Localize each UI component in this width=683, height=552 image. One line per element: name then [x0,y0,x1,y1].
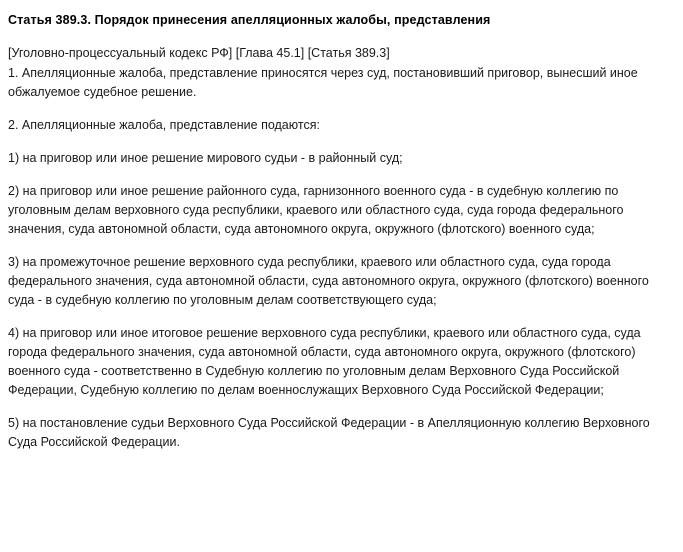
page-title: Статья 389.3. Порядок принесения апелляционных жалобы, представления [8,13,491,27]
paragraph-2-item-5: 5) на постановление судьи Верховного Суда Российской Федерации - в Апелляционную коллегию Верховного Суда Российской Федерации. [8,415,650,449]
paragraph-2-item-4: 4) на приговор или иное итоговое решение верховного суда республики, краевого или областного суда, суда города федерального значения, суда автономной области, суда автономного округа, окружного (флотского) военного суда - соответственно в Судебную коллегию по уголовным делам Верховного Суда Российской Федерации, Судебную коллегию по делам военнослужащих Верховного Суда Российской Федерации; [8,325,641,397]
paragraph-2-item-1: 1) на приговор или иное решение мирового судьи - в районный суд; [8,150,403,165]
paragraph-2-item-2: 2) на приговор или иное решение районного суда, гарнизонного военного суда - в судебную коллегию по уголовным делам верховного суда республики, краевого или областного суда, суда города федерального значения, суда автономной области, суда автономного округа, окружного (флотского) военного суда; [8,183,624,236]
paragraph-2-item-3: 3) на промежуточное решение верховного суда республики, краевого или областного суда, суда города федерального значения, суда автономной области, суда автономного округа, окружного (флотского) военного суда - в судебную коллегию по уголовным делам соответствующего суда; [8,254,649,307]
paragraph-1: 1. Апелляционные жалоба, представление приносятся через суд, постановивший приговор, вынесший иное обжалуемое судебное решение. [8,65,638,99]
paragraph-2: 2. Апелляционные жалоба, представление подаются: [8,117,320,132]
document-source-reference: [Уголовно-процессуальный кодекс РФ] [Глава 45.1] [Статья 389.3] [8,45,390,60]
